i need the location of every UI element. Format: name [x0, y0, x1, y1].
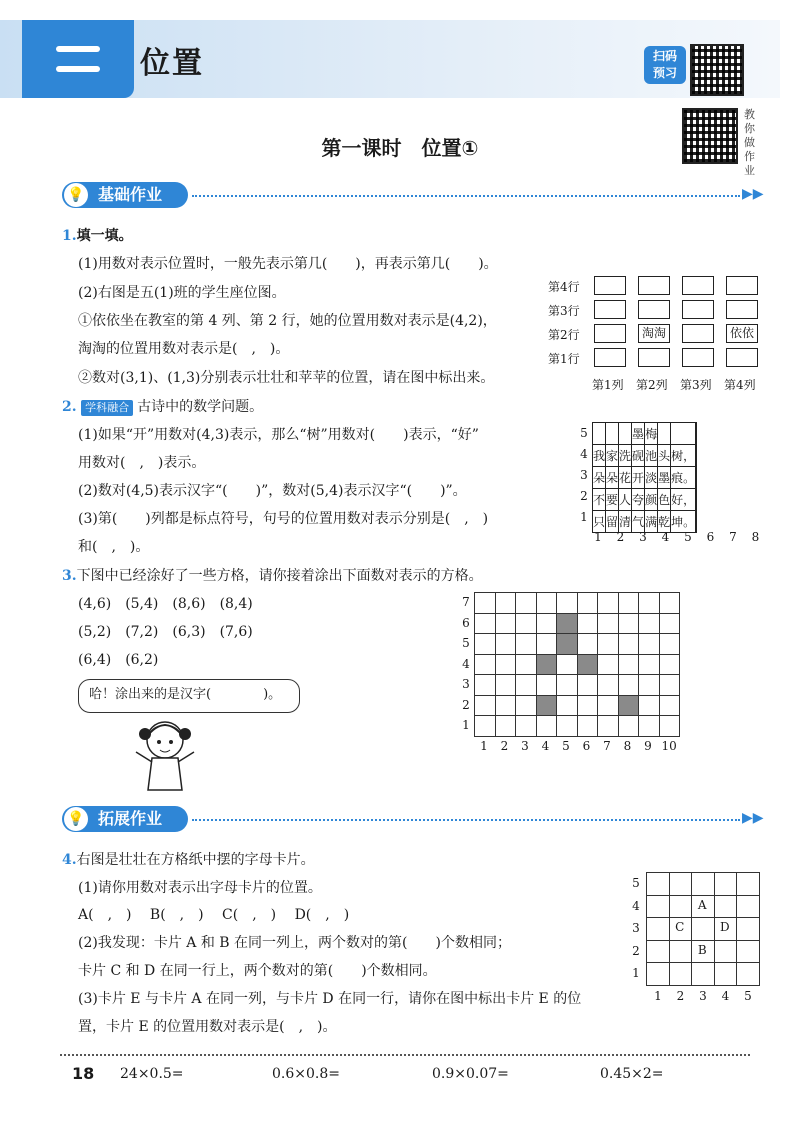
grid-cell — [515, 654, 537, 676]
x-tick-label: 5 — [562, 738, 570, 753]
column-label: 5 — [684, 530, 692, 544]
column-label: 4 — [661, 530, 670, 544]
y-tick-label: 5 — [632, 876, 640, 890]
qr-caption: 教你做作业 — [744, 108, 755, 177]
grid-cell — [638, 613, 660, 635]
question-number: 4. — [62, 852, 77, 868]
poem-cell: 池 — [645, 445, 658, 467]
question-text: 填一填。 — [76, 228, 133, 244]
grid-cell — [515, 633, 537, 655]
poem-cell — [671, 423, 696, 445]
q1-line: (2)右图是五(1)班的学生座位图。 — [78, 285, 286, 301]
calc-item: 0.9×0.07= — [432, 1066, 509, 1082]
grid-cell — [646, 962, 670, 986]
grid-cell — [474, 715, 496, 737]
y-tick-label: 2 — [632, 943, 640, 958]
question-number: 2. — [62, 399, 77, 415]
girl-illustration — [130, 712, 200, 792]
preview-badge[interactable] — [644, 46, 686, 84]
q4-line: (1)请你用数对表示出字母卡片的位置。 — [78, 880, 322, 896]
question-2-title — [62, 397, 263, 417]
seat-box — [682, 300, 714, 319]
column-label: 第3列 — [680, 378, 712, 392]
x-tick-label: 2 — [676, 988, 685, 1003]
poem-cell — [696, 445, 697, 467]
row-label: 第3行 — [548, 304, 580, 318]
question-text: 古诗中的数学问题。 — [137, 399, 264, 415]
grid-cell — [736, 895, 760, 919]
shading-grid — [460, 592, 690, 762]
seat-box — [594, 324, 626, 343]
grid-cell — [638, 592, 660, 614]
preview-label: 预习 — [652, 66, 677, 80]
pair-list: (6,4) (6,2) — [78, 652, 159, 668]
poem-cell: 花 — [619, 467, 632, 489]
grid-cell — [515, 715, 537, 737]
arrow-icon: ▶▶ — [742, 810, 764, 826]
seat-box — [638, 300, 670, 319]
y-tick-label: 2 — [462, 697, 470, 712]
grid-cell — [577, 613, 599, 635]
question-1-title — [62, 226, 133, 246]
q2-line: 用数对( , )表示。 — [78, 455, 206, 471]
poem-cell: 朵 — [606, 467, 619, 489]
grid-cell — [495, 654, 517, 676]
lightbulb-icon: 💡 — [64, 807, 88, 831]
y-tick-label: 4 — [632, 898, 640, 913]
seat-box — [638, 348, 670, 367]
lightbulb-icon: 💡 — [64, 183, 88, 207]
subject-tag: 学科融合 — [81, 400, 133, 416]
poem-cell: 淡 — [645, 467, 658, 489]
poem-cell: 满 — [645, 511, 658, 533]
grid-cell — [597, 674, 619, 696]
lesson-title: 第一课时 位置① — [321, 136, 479, 160]
row-label: 第2行 — [548, 328, 580, 342]
row-label: 1 — [580, 510, 588, 524]
grid-cell — [618, 633, 640, 655]
grid-cell — [714, 872, 738, 896]
seat-box — [682, 324, 714, 343]
poem-cell: 洗 — [619, 445, 632, 467]
grid-cell — [736, 872, 760, 896]
grid-cell — [736, 940, 760, 964]
poem-cell: 人 — [619, 489, 632, 511]
x-tick-label: 2 — [500, 738, 509, 753]
grid-cell — [474, 654, 496, 676]
grid-cell — [659, 633, 681, 655]
grid-cell — [597, 592, 619, 614]
grid-cell — [495, 674, 517, 696]
poem-cell: 头 — [658, 445, 671, 467]
grid-cell — [597, 613, 619, 635]
footer-divider — [60, 1054, 750, 1056]
poem-cell: 家 — [606, 445, 619, 467]
seat-box — [594, 300, 626, 319]
grid-cell — [536, 592, 558, 614]
y-tick-label: 6 — [462, 615, 470, 630]
q4-line: (3)卡片 E 与卡片 A 在同一列，与卡片 D 在同一行，请你在图中标出卡片 E 的位 — [78, 991, 582, 1007]
question-number: 3. — [62, 568, 77, 584]
grid-cell — [659, 654, 681, 676]
grid-cell — [659, 613, 681, 635]
section-extended-homework — [62, 806, 188, 832]
poem-cell — [696, 467, 697, 489]
grid-cell — [646, 872, 670, 896]
grid-cell — [515, 674, 537, 696]
question-3-title — [62, 566, 483, 586]
column-label: 8 — [751, 530, 760, 544]
grid-cell — [638, 695, 660, 717]
grid-cell — [597, 654, 619, 676]
grid-cell — [638, 674, 660, 696]
preview-label: 扫码 — [652, 49, 677, 63]
chapter-title: 位置 — [140, 46, 204, 81]
poem-cell — [593, 423, 606, 445]
grid-cell — [618, 674, 640, 696]
question-number: 1. — [62, 228, 77, 244]
poem-cell: 痕。 — [671, 467, 696, 489]
x-tick-label: 10 — [661, 738, 677, 753]
grid-cell — [474, 633, 496, 655]
poem-cell — [696, 489, 697, 511]
poem-cell: 砚 — [632, 445, 645, 467]
grid-cell — [714, 895, 738, 919]
grid-cell — [495, 613, 517, 635]
row-label: 2 — [580, 489, 588, 503]
grid-cell — [691, 917, 715, 941]
poem-cell: 不 — [593, 489, 606, 511]
grid-cell — [638, 633, 660, 655]
poem-cell — [619, 423, 632, 445]
poem-cell — [696, 423, 697, 445]
grid-cell — [556, 654, 578, 676]
grid-cell — [618, 613, 640, 635]
q2-line: (2)数对(4,5)表示汉字“( )”，数对(5,4)表示汉字“( )”。 — [78, 483, 467, 499]
grid-cell — [669, 940, 693, 964]
column-label: 7 — [729, 530, 737, 544]
question-4-title — [62, 850, 315, 870]
seat-box — [594, 276, 626, 295]
grid-cell — [556, 715, 578, 737]
column-label: 6 — [706, 530, 715, 544]
x-tick-label: 5 — [744, 988, 752, 1003]
poem-cell: 朵 — [593, 467, 606, 489]
seat-chart — [548, 276, 768, 396]
grid-cell — [597, 715, 619, 737]
column-label: 第4列 — [724, 378, 756, 392]
seat-box — [682, 276, 714, 295]
grid-cell — [646, 917, 670, 941]
grid-cell — [577, 715, 599, 737]
grid-cell — [659, 592, 681, 614]
shaded-cell — [557, 614, 577, 634]
poem-cell: 开 — [632, 467, 645, 489]
grid-cell — [495, 715, 517, 737]
seat-box: 依依 — [726, 324, 758, 343]
grid-cell — [659, 674, 681, 696]
poem-cell: 好， — [671, 489, 696, 511]
grid-cell — [669, 872, 693, 896]
q4-line: 卡片 C 和 D 在同一行上，两个数对的第( )个数相同。 — [78, 963, 437, 979]
row-label: 第4行 — [548, 280, 580, 294]
column-label: 第2列 — [636, 378, 668, 392]
poem-cell: 留 — [606, 511, 619, 533]
y-tick-label: 4 — [462, 656, 470, 671]
poem-cell — [696, 511, 697, 533]
grid-cell — [577, 674, 599, 696]
q2-line: (3)第( )列都是标点符号，句号的位置用数对表示分别是( , ) — [78, 511, 489, 527]
pair-list: (5,2) (7,2) (6,3) (7,6) — [78, 624, 253, 640]
poem-cell: 墨 — [658, 467, 671, 489]
divider — [192, 195, 740, 197]
poem-cell — [606, 423, 619, 445]
grid-cell — [659, 715, 681, 737]
shaded-cell — [537, 696, 557, 716]
q2-line: (1)如果“开”用数对(4,3)表示，那么“树”用数对( )表示，“好” — [78, 427, 479, 443]
grid-cell — [638, 654, 660, 676]
x-tick-label: 3 — [521, 738, 529, 753]
grid-cell — [638, 715, 660, 737]
poem-cell: 夸 — [632, 489, 645, 511]
letter-card: D — [719, 920, 730, 934]
section-basic-homework — [62, 182, 188, 208]
question-text: 下图中已经涂好了一些方格，请你接着涂出下面数对表示的方格。 — [76, 568, 483, 584]
section-title: 基础作业 — [98, 185, 163, 204]
grid-cell — [495, 592, 517, 614]
letter-card: C — [675, 920, 685, 934]
grid-cell — [495, 633, 517, 655]
grid-cell — [736, 917, 760, 941]
row-label: 5 — [580, 426, 588, 440]
x-tick-label: 1 — [480, 738, 488, 753]
q1-line: 淘淘的位置用数对表示是( , )。 — [78, 341, 290, 357]
x-tick-label: 7 — [603, 738, 611, 753]
grid-cell — [515, 592, 537, 614]
grid-cell — [474, 695, 496, 717]
grid-cell — [536, 674, 558, 696]
pair-list: (4,6) (5,4) (8,6) (8,4) — [78, 596, 253, 612]
row-label: 3 — [580, 468, 588, 482]
grid-cell — [515, 695, 537, 717]
grid-cell — [536, 715, 558, 737]
letter-card: A — [697, 897, 707, 912]
x-tick-label: 4 — [541, 738, 550, 753]
grid-cell — [669, 962, 693, 986]
poem-cell: 坤。 — [671, 511, 696, 533]
grid-cell — [691, 872, 715, 896]
x-tick-label: 9 — [644, 738, 652, 753]
q1-line: (1)用数对表示位置时，一般先表示第几( )，再表示第几( )。 — [78, 256, 498, 272]
poem-cell: 乾 — [658, 511, 671, 533]
poem-cell: 色 — [658, 489, 671, 511]
x-tick-label: 3 — [699, 988, 707, 1003]
shaded-cell — [557, 634, 577, 654]
seat-box — [726, 348, 758, 367]
grid-cell — [646, 940, 670, 964]
shaded-cell — [537, 655, 557, 675]
poem-cell — [658, 423, 671, 445]
seat-box — [726, 300, 758, 319]
seat-box — [682, 348, 714, 367]
x-tick-label: 6 — [582, 738, 591, 753]
grid-cell — [618, 654, 640, 676]
y-tick-label: 1 — [462, 718, 470, 732]
poem-cell: 气 — [632, 511, 645, 533]
letter-card: B — [697, 942, 707, 957]
grid-cell — [474, 613, 496, 635]
grid-cell — [597, 633, 619, 655]
y-tick-label: 3 — [632, 921, 640, 935]
grid-cell — [736, 962, 760, 986]
grid-cell — [597, 695, 619, 717]
poem-cell: 颜 — [645, 489, 658, 511]
shaded-cell — [578, 655, 598, 675]
qr-code-preview[interactable] — [690, 44, 744, 96]
calc-item: 0.45×2= — [600, 1066, 664, 1082]
grid-cell — [495, 695, 517, 717]
y-tick-label: 7 — [462, 595, 470, 609]
column-label: 2 — [616, 530, 625, 544]
grid-cell — [618, 715, 640, 737]
x-tick-label: 4 — [721, 988, 730, 1003]
calc-item: 0.6×0.8= — [272, 1066, 340, 1082]
grid-cell — [691, 962, 715, 986]
grid-cell — [474, 674, 496, 696]
q4-line: (2)我发现：卡片 A 和 B 在同一列上，两个数对的第( )个数相同； — [78, 935, 511, 951]
seat-box — [594, 348, 626, 367]
grid-cell — [536, 633, 558, 655]
page-number: 18 — [72, 1064, 95, 1083]
q1-line: ②数对(3,1)、(1,3)分别表示壮壮和苹苹的位置，请在图中标出来。 — [78, 370, 495, 386]
grid-cell — [714, 962, 738, 986]
row-label: 第1行 — [548, 352, 580, 366]
poem-cell: 只 — [593, 511, 606, 533]
shaded-cell — [619, 696, 639, 716]
column-label: 3 — [639, 530, 647, 544]
card-grid — [630, 872, 766, 1008]
y-tick-label: 3 — [462, 677, 470, 691]
column-label: 第1列 — [592, 378, 624, 392]
grid-cell — [659, 695, 681, 717]
grid-cell — [714, 940, 738, 964]
grid-cell — [618, 592, 640, 614]
poem-cell: 清 — [619, 511, 632, 533]
row-label: 4 — [580, 447, 588, 461]
grid-cell — [577, 695, 599, 717]
unit-number-badge — [22, 20, 134, 98]
seat-box — [638, 276, 670, 295]
poem-table — [592, 422, 697, 533]
grid-cell — [556, 592, 578, 614]
grid-cell — [536, 613, 558, 635]
grid-cell — [669, 895, 693, 919]
poem-cell: 墨 — [632, 423, 645, 445]
poem-cell: 梅 — [645, 423, 658, 445]
q1-line: ①依依坐在教室的第 4 列、第 2 行，她的位置用数对表示是(4,2)， — [78, 313, 497, 329]
grid-cell — [556, 674, 578, 696]
poem-cell: 我 — [593, 445, 606, 467]
q4-line: 置，卡片 E 的位置用数对表示是( , )。 — [78, 1019, 337, 1035]
q2-line: 和( , )。 — [78, 539, 150, 555]
grid-cell — [577, 592, 599, 614]
x-tick-label: 1 — [654, 988, 662, 1003]
y-tick-label: 5 — [462, 636, 470, 650]
grid-cell — [577, 633, 599, 655]
x-tick-label: 8 — [623, 738, 632, 753]
seat-box: 淘淘 — [638, 324, 670, 343]
poem-cell: 要 — [606, 489, 619, 511]
question-text: 右图是壮壮在方格纸中摆的字母卡片。 — [76, 852, 315, 868]
column-label: 1 — [594, 530, 602, 544]
grid-cell — [556, 695, 578, 717]
grid-cell — [474, 592, 496, 614]
q4-line: A( , ) B( , ) C( , ) D( , ) — [78, 907, 350, 923]
grid-cell — [515, 613, 537, 635]
arrow-icon: ▶▶ — [742, 186, 764, 202]
grid-cell — [646, 895, 670, 919]
section-title: 拓展作业 — [98, 809, 163, 828]
calc-item: 24×0.5= — [120, 1066, 184, 1082]
seat-box — [726, 276, 758, 295]
poem-cell: 树， — [671, 445, 696, 467]
divider — [192, 819, 740, 821]
y-tick-label: 1 — [632, 966, 640, 980]
speech-bubble: 哈！涂出来的是汉字( )。 — [78, 679, 300, 713]
